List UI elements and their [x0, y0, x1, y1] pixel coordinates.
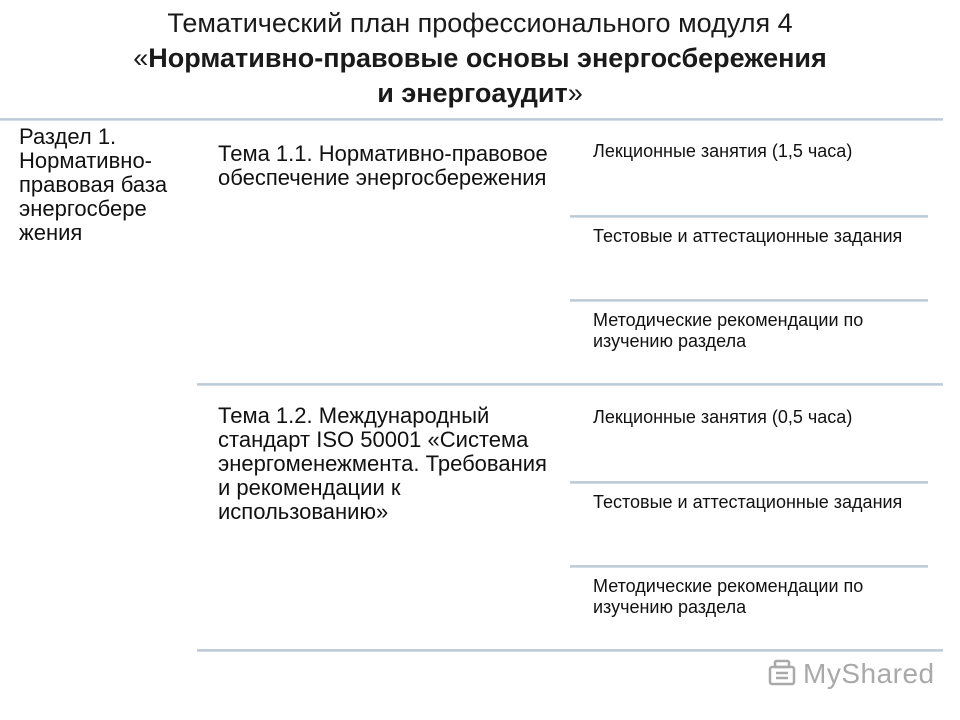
activity-1-2: Тестовые и аттестационные задания	[593, 226, 903, 246]
myshared-watermark	[767, 656, 937, 692]
table-top-rule	[0, 118, 943, 121]
activity-2-3: Методические рекомендации по изучению раздела	[593, 576, 864, 617]
row-divider-1-1	[570, 215, 928, 218]
activity-1-3: Методические рекомендации по изучению раздела	[593, 310, 864, 351]
topic-cell-1: Тема 1.1. Нормативно-правовое обеспечение энергосбережения	[218, 141, 548, 190]
activity-2-2: Тестовые и аттестационные задания	[593, 492, 903, 512]
slide-title	[0, 6, 960, 111]
table-bottom-rule	[197, 649, 943, 652]
title-line-2	[0, 41, 960, 76]
row-divider-2-2	[570, 565, 928, 568]
activity-1-1: Лекционные занятия (1,5 часа)	[593, 141, 853, 161]
row-divider-2-1	[570, 481, 928, 484]
title-open-quote: «	[133, 43, 149, 73]
topic-cell-2: Тема 1.2. Международный стандарт ISO 50001 «Система энергоменежмента. Требования и рекомендации к использованию»	[218, 403, 547, 524]
title-bold-part-1: Нормативно-правовые основы энергосбережения	[148, 43, 827, 73]
title-close-quote: »	[567, 78, 583, 108]
activity-2-1: Лекционные занятия (0,5 часа)	[593, 407, 853, 427]
topic-divider	[197, 383, 943, 386]
myshared-logo-text: MyShared	[803, 658, 935, 689]
section-cell: Раздел 1. Нормативно-правовая база энергосбере жения	[19, 124, 168, 245]
row-divider-1-2	[570, 299, 928, 302]
title-line-3	[0, 76, 960, 111]
myshared-logo-icon	[767, 658, 797, 688]
title-bold-part-2: и энергоаудит	[377, 78, 568, 108]
title-line-1: Тематический план профессионального модуля 4	[167, 8, 793, 38]
